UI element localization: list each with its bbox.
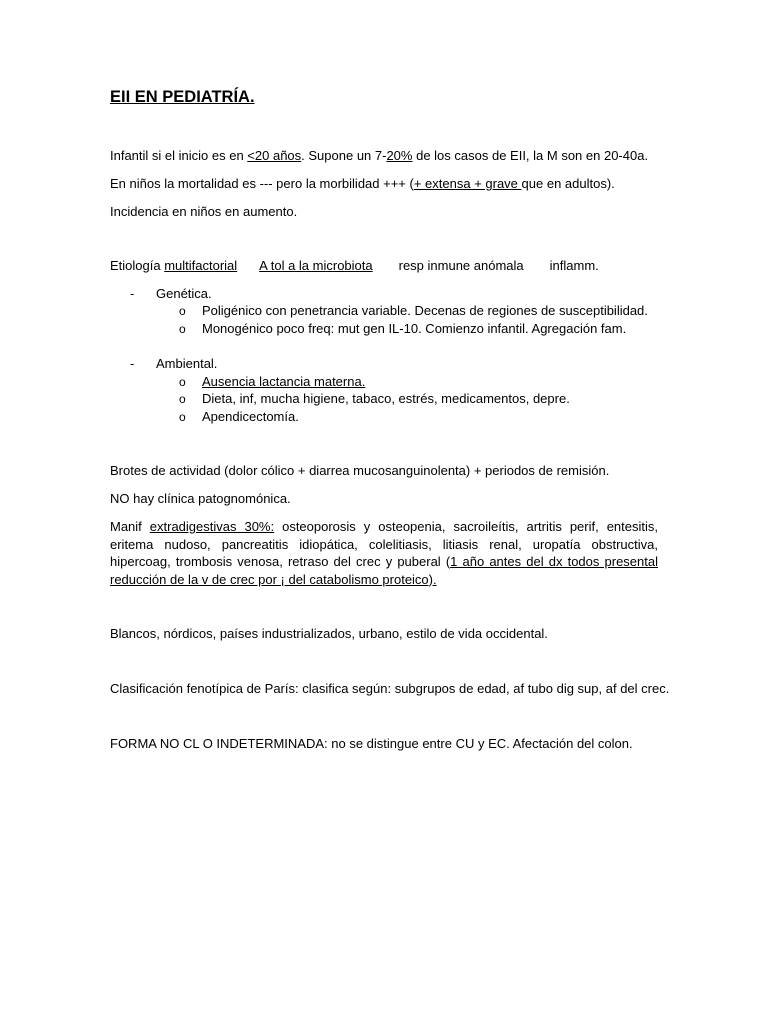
environment-bullet-1: o xyxy=(179,375,186,389)
age-underline: <20 años xyxy=(247,148,302,163)
percent-underline: 20% xyxy=(386,148,413,163)
environment-item-breastfeeding: Ausencia lactancia materna. xyxy=(202,374,366,389)
growth-note-underline: 1 año antes del dx todos presental reducción de la v de crec por ¡ del catabolismo proteico). xyxy=(110,554,658,587)
indeterminate-line: FORMA NO CL O INDETERMINADA: no se distingue entre CU y EC. Afectación del colon. xyxy=(110,736,633,751)
environment-dash: - xyxy=(130,356,135,371)
environment-label: Ambiental. xyxy=(156,356,218,371)
clinical-extradigestive-paragraph: Manif extradigestivas 30%: osteoporosis y osteopenia, sacroileítis, artritis perif, entesitis, eritema nudoso, pancreatitis idiopática, colelitiasis, litiasis renal, uropatía obstructiva, hipercoag, trombosis venosa, retraso del crec y puberal (1 año antes del dx todos presental reducción de la v de crec por ¡ del catabolismo proteico). xyxy=(110,519,659,587)
clinical-no-pathognomonic: NO hay clínica patognomónica. xyxy=(110,491,291,506)
genetics-bullet-2: o xyxy=(179,322,186,336)
genetics-bullet-1: o xyxy=(179,304,186,318)
etiology-line: Etiología multifactorial A tol a la microbiota resp inmune anómala inflamm. xyxy=(110,258,599,273)
clinical-flares: Brotes de actividad (dolor cólico + diarrea mucosanguinolenta) + periodos de remisión. xyxy=(110,463,610,478)
intro-line-onset: Infantil si el inicio es en <20 años. Supone un 7-20% de los casos de EII, la M son en 20-40a. xyxy=(110,148,649,163)
environment-bullet-3: o xyxy=(179,410,186,424)
extradigestive-underline: extradigestivas 30%: xyxy=(149,519,275,534)
genetics-dash: - xyxy=(130,286,135,301)
severity-underline: + extensa + grave xyxy=(413,176,522,191)
etiology-microbiota: A tol a la microbiota xyxy=(259,258,373,273)
etiology-inflamm: inflamm. xyxy=(549,258,599,273)
intro-line-mortality: En niños la mortalidad es --- pero la morbilidad +++ (+ extensa + grave que en adultos). xyxy=(110,176,615,191)
genetics-item-polygenic: Poligénico con penetrancia variable. Decenas de regiones de susceptibilidad. xyxy=(202,303,648,318)
classification-line: Clasificación fenotípica de París: clasifica según: subgrupos de edad, af tubo dig sup, af del crec. xyxy=(110,681,670,696)
genetics-label: Genética. xyxy=(156,286,212,301)
population-line: Blancos, nórdicos, países industrializados, urbano, estilo de vida occidental. xyxy=(110,626,548,641)
page-title: EII EN PEDIATRÍA. xyxy=(110,88,255,106)
genetics-item-monogenic: Monogénico poco freq: mut gen IL-10. Comienzo infantil. Agregación fam. xyxy=(202,321,627,336)
environment-bullet-2: o xyxy=(179,392,186,406)
intro-line-incidence: Incidencia en niños en aumento. xyxy=(110,204,298,219)
environment-item-diet: Dieta, inf, mucha higiene, tabaco, estrés, medicamentos, depre. xyxy=(202,391,570,406)
etiology-immune: resp inmune anómala xyxy=(398,258,524,273)
etiology-multifactorial: multifactorial xyxy=(164,258,238,273)
environment-item-appendectomy: Apendicectomía. xyxy=(202,409,299,424)
